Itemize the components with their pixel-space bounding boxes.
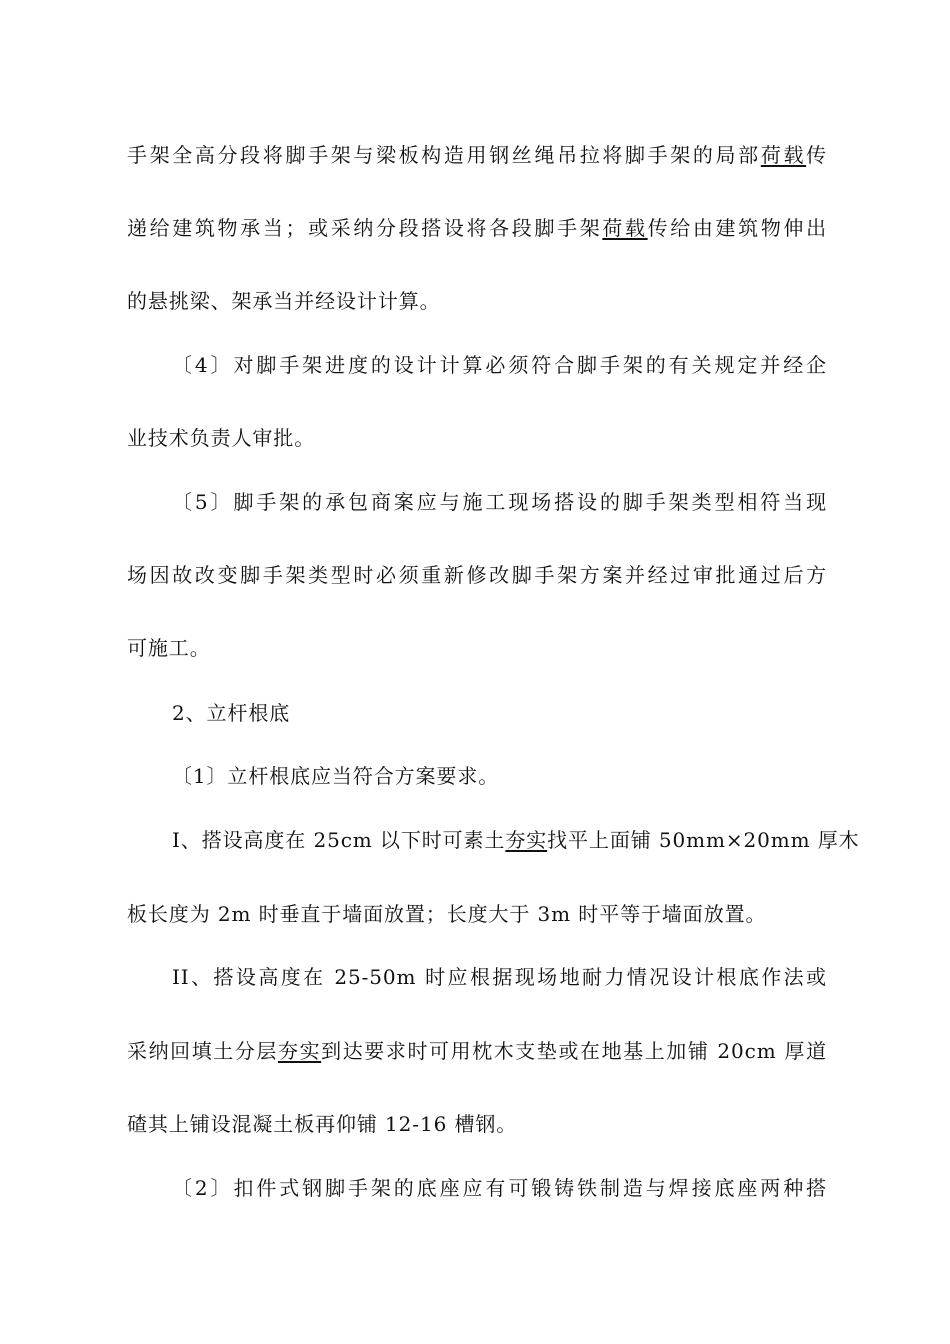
text-line [127,141,827,169]
text-line: 的悬挑梁、架承当并经设计计算。 [127,289,441,313]
text-run: 到达要求时可用枕木支垫或在地基上加铺 20cm 厚道 [321,1039,827,1063]
text-run: 传给由建筑物伸出 [647,216,827,240]
text-run: 手架全高分段将脚手架与梁板构造用钢丝绳吊拉将脚手架的局部 [127,143,761,167]
text-run: 采纳回填土分层 [127,1039,278,1063]
text-line: 〔1〕立杆根底应当符合方案要求。 [172,764,500,788]
text-line [127,214,827,242]
text-line [127,1037,827,1065]
text-line: 〔2〕扣件式钢脚手架的底座应有可锻铸铁制造与焊接底座两种搭 [172,1176,827,1200]
text-line: 〔5〕脚手架的承包商案应与施工现场搭设的脚手架类型相符当现 [172,490,827,514]
text-run: 传 [806,143,827,167]
text-line: 〔4〕对脚手架进度的设计计算必须符合脚手架的有关规定并经企 [172,353,827,377]
underlined-term: 荷载 [602,216,648,240]
text-run: 递给建筑物承当；或采纳分段搭设将各段脚手架 [127,216,603,240]
underlined-term: 夯实 [278,1039,322,1063]
underlined-term: 荷载 [760,143,807,167]
text-line: 板长度为 2m 时垂直于墙面放置；长度大于 3m 时平等于墙面放置。 [127,902,767,926]
text-line: 场因故改变脚手架类型时必须重新修改脚手架方案并经过审批通过后方 [127,563,827,587]
text-run: 找平上面铺 50mm×20mm 厚木 [547,828,860,852]
text-line: 可施工。 [127,636,211,660]
text-line: II、搭设高度在 25-50m 时应根据现场地耐力情况设计根底作法或 [172,965,827,989]
text-line: 业技术负责人审批。 [127,426,316,450]
text-line [172,826,860,854]
text-run: I、搭设高度在 25cm 以下时可素土 [172,828,506,852]
section-heading: 2、立杆根底 [172,701,291,725]
text-line: 碴其上铺设混凝土板再仰铺 12-16 槽钢。 [127,1112,518,1136]
underlined-term: 夯实 [505,828,548,852]
